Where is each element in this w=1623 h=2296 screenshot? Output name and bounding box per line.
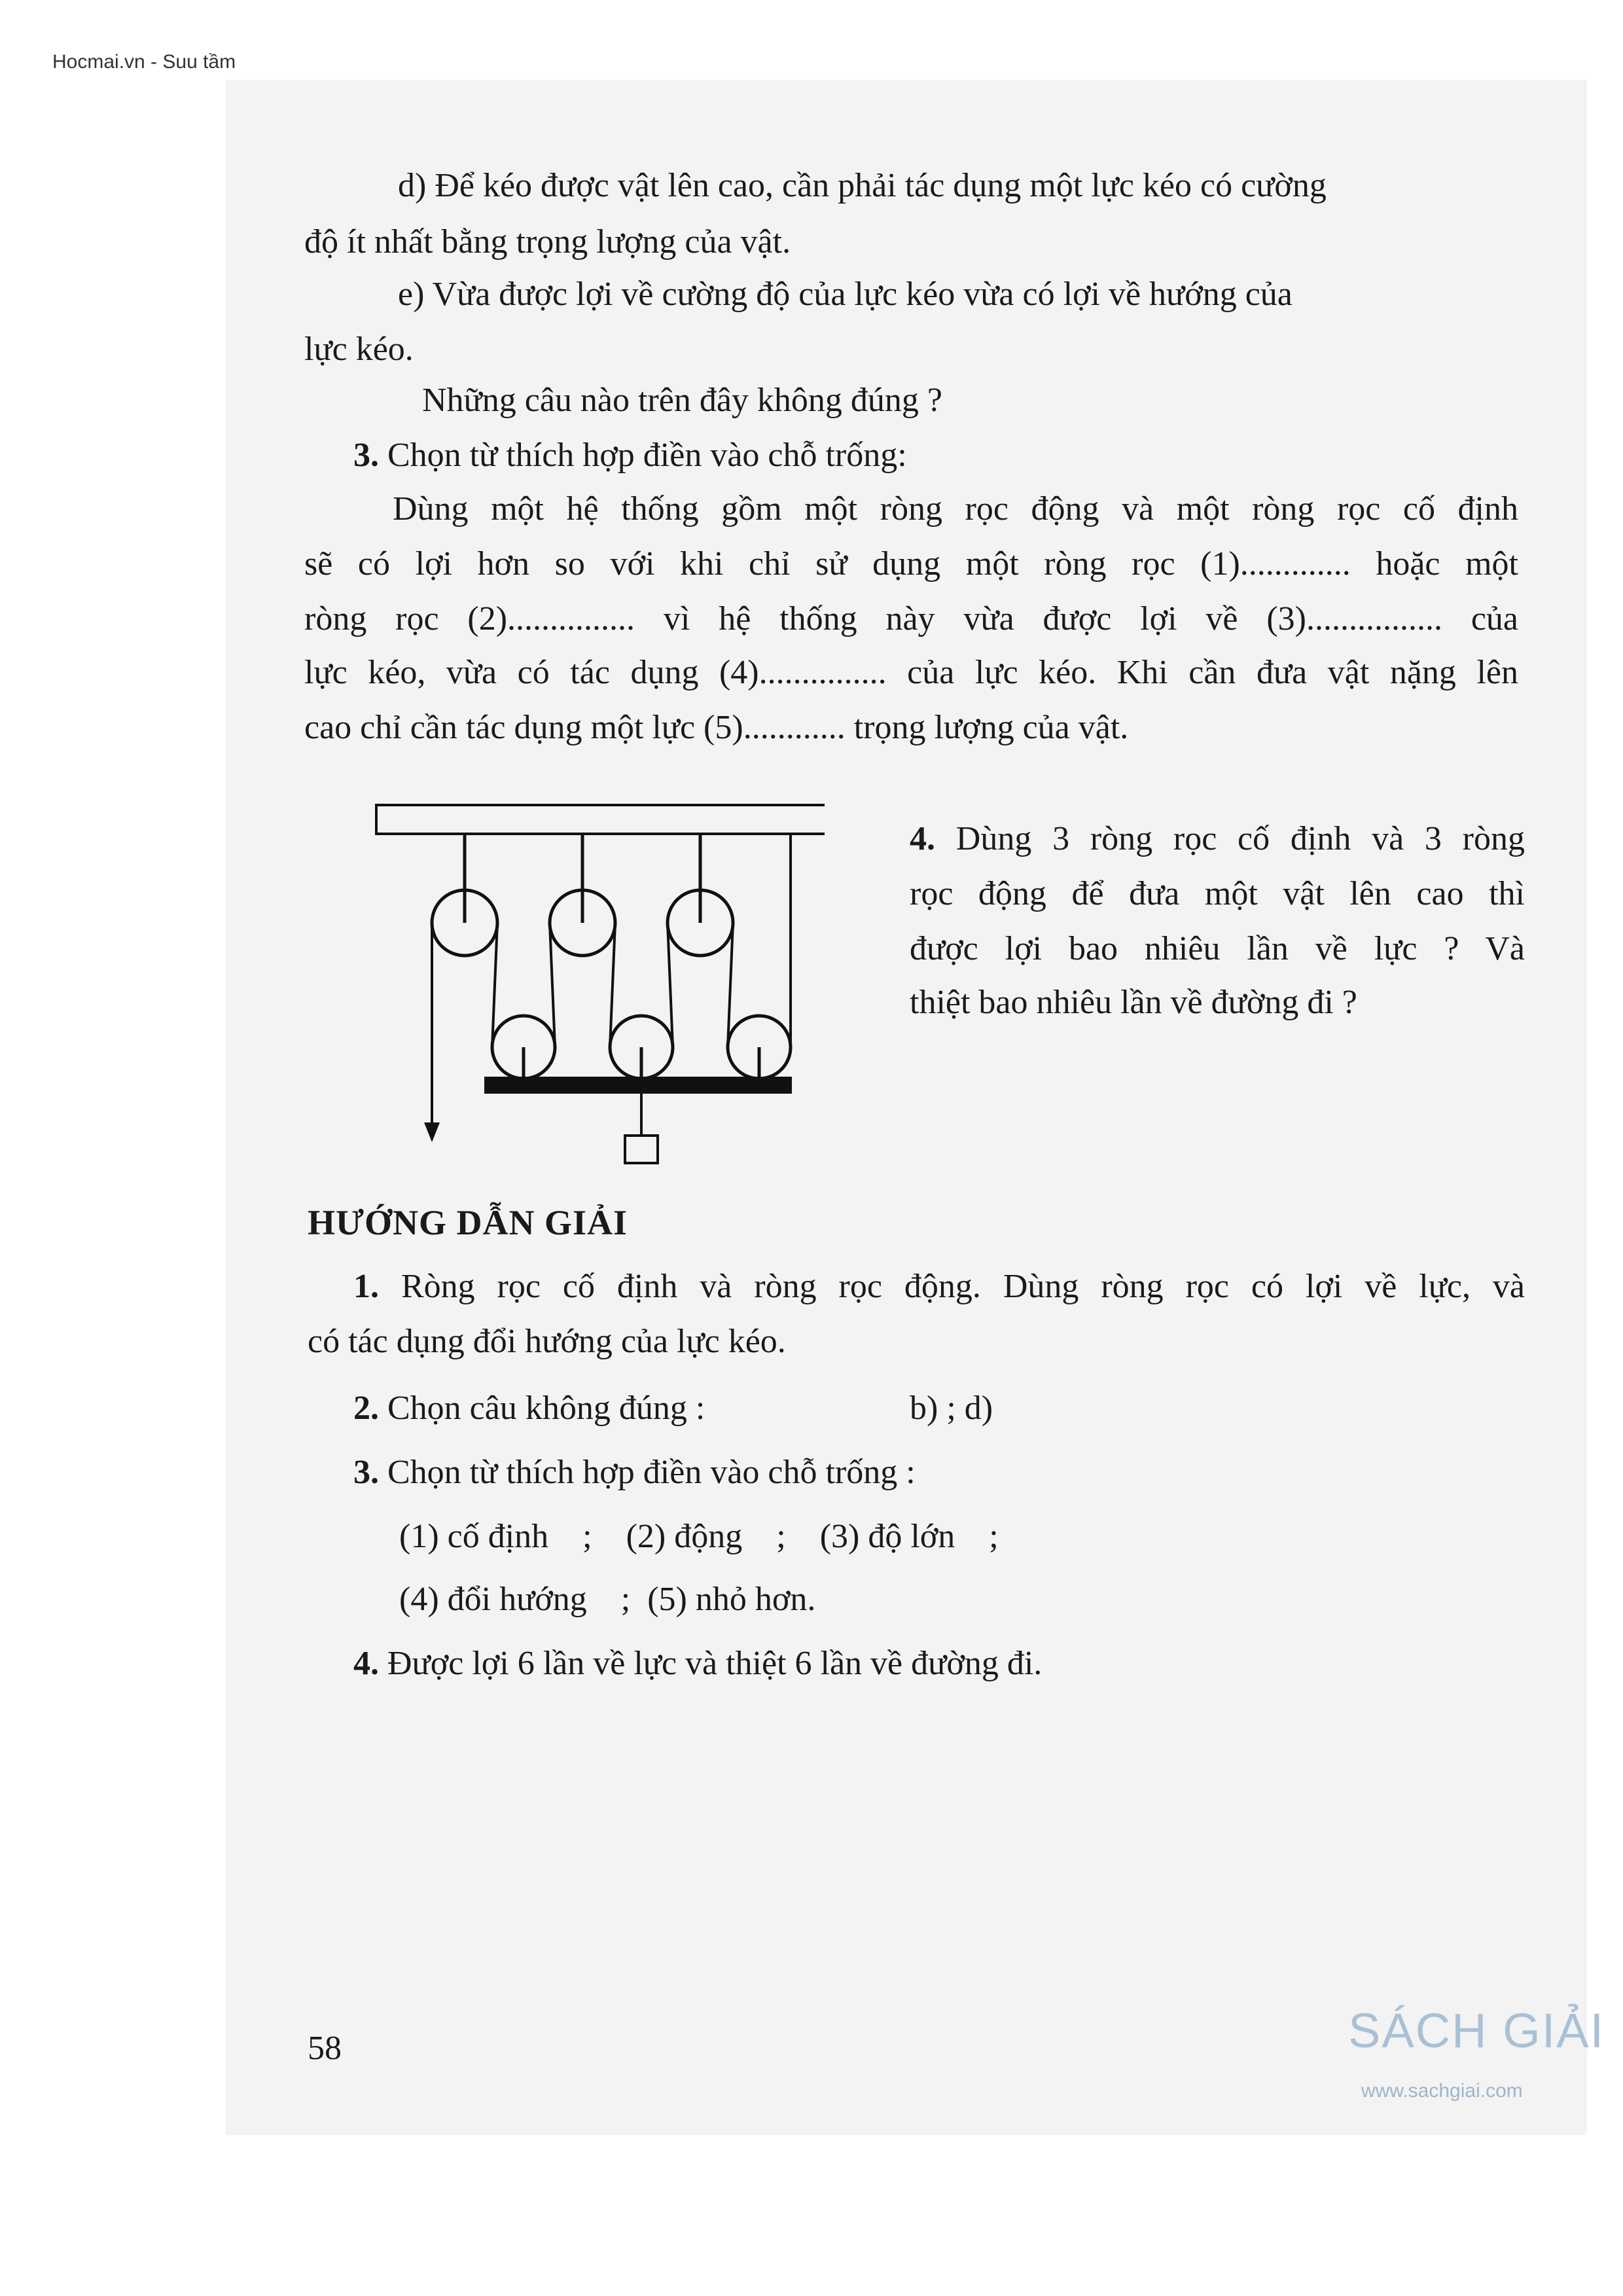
question-3-line-2: sẽ có lợi hơn so với khi chỉ sử dụng một ròng rọc (1)............. hoặc một bbox=[304, 545, 1518, 583]
question-4-line-2: rọc động để đưa một vật lên cao thì bbox=[910, 875, 1525, 912]
question-3-line-1: Dùng một hệ thống gồm một ròng rọc động và một ròng rọc cố định bbox=[393, 490, 1518, 528]
answer-1-line-2: có tác dụng đổi hướng của lực kéo. bbox=[308, 1323, 786, 1360]
ceiling-beam bbox=[376, 805, 825, 834]
question-3-number: 3. bbox=[353, 437, 379, 474]
question-3-line-5: cao chỉ cần tác dụng một lực (5)............ trọng lượng của vật. bbox=[304, 709, 1129, 746]
fixed-pulleys bbox=[432, 834, 733, 956]
option-d-line-1: d) Để kéo được vật lên cao, cần phải tác dụng một lực kéo có cường bbox=[398, 167, 1327, 204]
question-4-line-1-text: Dùng 3 ròng rọc cố định và 3 ròng bbox=[955, 820, 1525, 857]
movable-pulleys bbox=[492, 1016, 791, 1079]
answer-3-number: 3. bbox=[353, 1454, 379, 1491]
pull-direction-arrow-icon bbox=[424, 1122, 440, 1142]
source-note: Hocmai.vn - Suu tầm bbox=[52, 51, 236, 73]
question-4-line-4: thiệt bao nhiêu lần về đường đi ? bbox=[910, 984, 1357, 1021]
question-4-line-3: được lợi bao nhiêu lần về lực ? Và bbox=[910, 930, 1525, 967]
question-4-number: 4. bbox=[910, 820, 935, 857]
answer-4-number: 4. bbox=[353, 1645, 379, 1682]
answer-3 bbox=[353, 1452, 916, 1494]
pulley-system-diagram bbox=[366, 795, 825, 1175]
answer-2-choices: b) ; d) bbox=[910, 1390, 993, 1427]
answer-4 bbox=[353, 1643, 1042, 1685]
answer-4-text: Được lợi 6 lần về lực và thiệt 6 lần về đường đi. bbox=[387, 1645, 1043, 1682]
watermark-title: SÁCH GIẢI bbox=[1348, 2003, 1605, 2058]
answer-2 bbox=[353, 1388, 705, 1429]
question-3-line-4: lực kéo, vừa có tác dụng (4)............... của lực kéo. Khi cần đưa vật nặng lên bbox=[304, 654, 1518, 691]
option-e-line-2: lực kéo. bbox=[304, 331, 414, 368]
question-3-title-text: Chọn từ thích hợp điền vào chỗ trống: bbox=[387, 437, 907, 474]
answer-1-number: 1. bbox=[353, 1268, 379, 1305]
answer-3-fill-line-1: (1) cố định ; (2) động ; (3) độ lớn ; bbox=[399, 1518, 999, 1555]
answer-1-line-1 bbox=[353, 1266, 1525, 1308]
answer-3-text: Chọn từ thích hợp điền vào chỗ trống : bbox=[387, 1454, 916, 1491]
option-e-line-1: e) Vừa được lợi về cường độ của lực kéo vừa có lợi về hướng của bbox=[398, 276, 1293, 313]
question-3-title bbox=[353, 435, 907, 476]
question-4-line-1 bbox=[910, 818, 1525, 860]
movable-bar bbox=[484, 1077, 792, 1094]
answer-2-text: Chọn câu không đúng : bbox=[387, 1390, 705, 1427]
answer-2-number: 2. bbox=[353, 1390, 379, 1427]
watermark-logo bbox=[1348, 2003, 1605, 2108]
watermark-url: www.sachgiai.com bbox=[1361, 2080, 1523, 2102]
answer-3-fill-line-2: (4) đổi hướng ; (5) nhỏ hơn. bbox=[399, 1581, 816, 1618]
page-number: 58 bbox=[308, 2030, 342, 2067]
question-3-line-3: ròng rọc (2)............... vì hệ thống này vừa được lợi về (3)................ của bbox=[304, 600, 1518, 637]
question-incorrect-prompt: Những câu nào trên đây không đúng ? bbox=[422, 382, 942, 419]
solution-heading: HƯỚNG DẪN GIẢI bbox=[308, 1203, 628, 1242]
answer-1-line-1-text: Ròng rọc cố định và ròng rọc động. Dùng ròng rọc có lợi về lực, và bbox=[401, 1268, 1525, 1305]
option-d-line-2: độ ít nhất bằng trọng lượng của vật. bbox=[304, 223, 791, 260]
load-block bbox=[625, 1136, 658, 1163]
